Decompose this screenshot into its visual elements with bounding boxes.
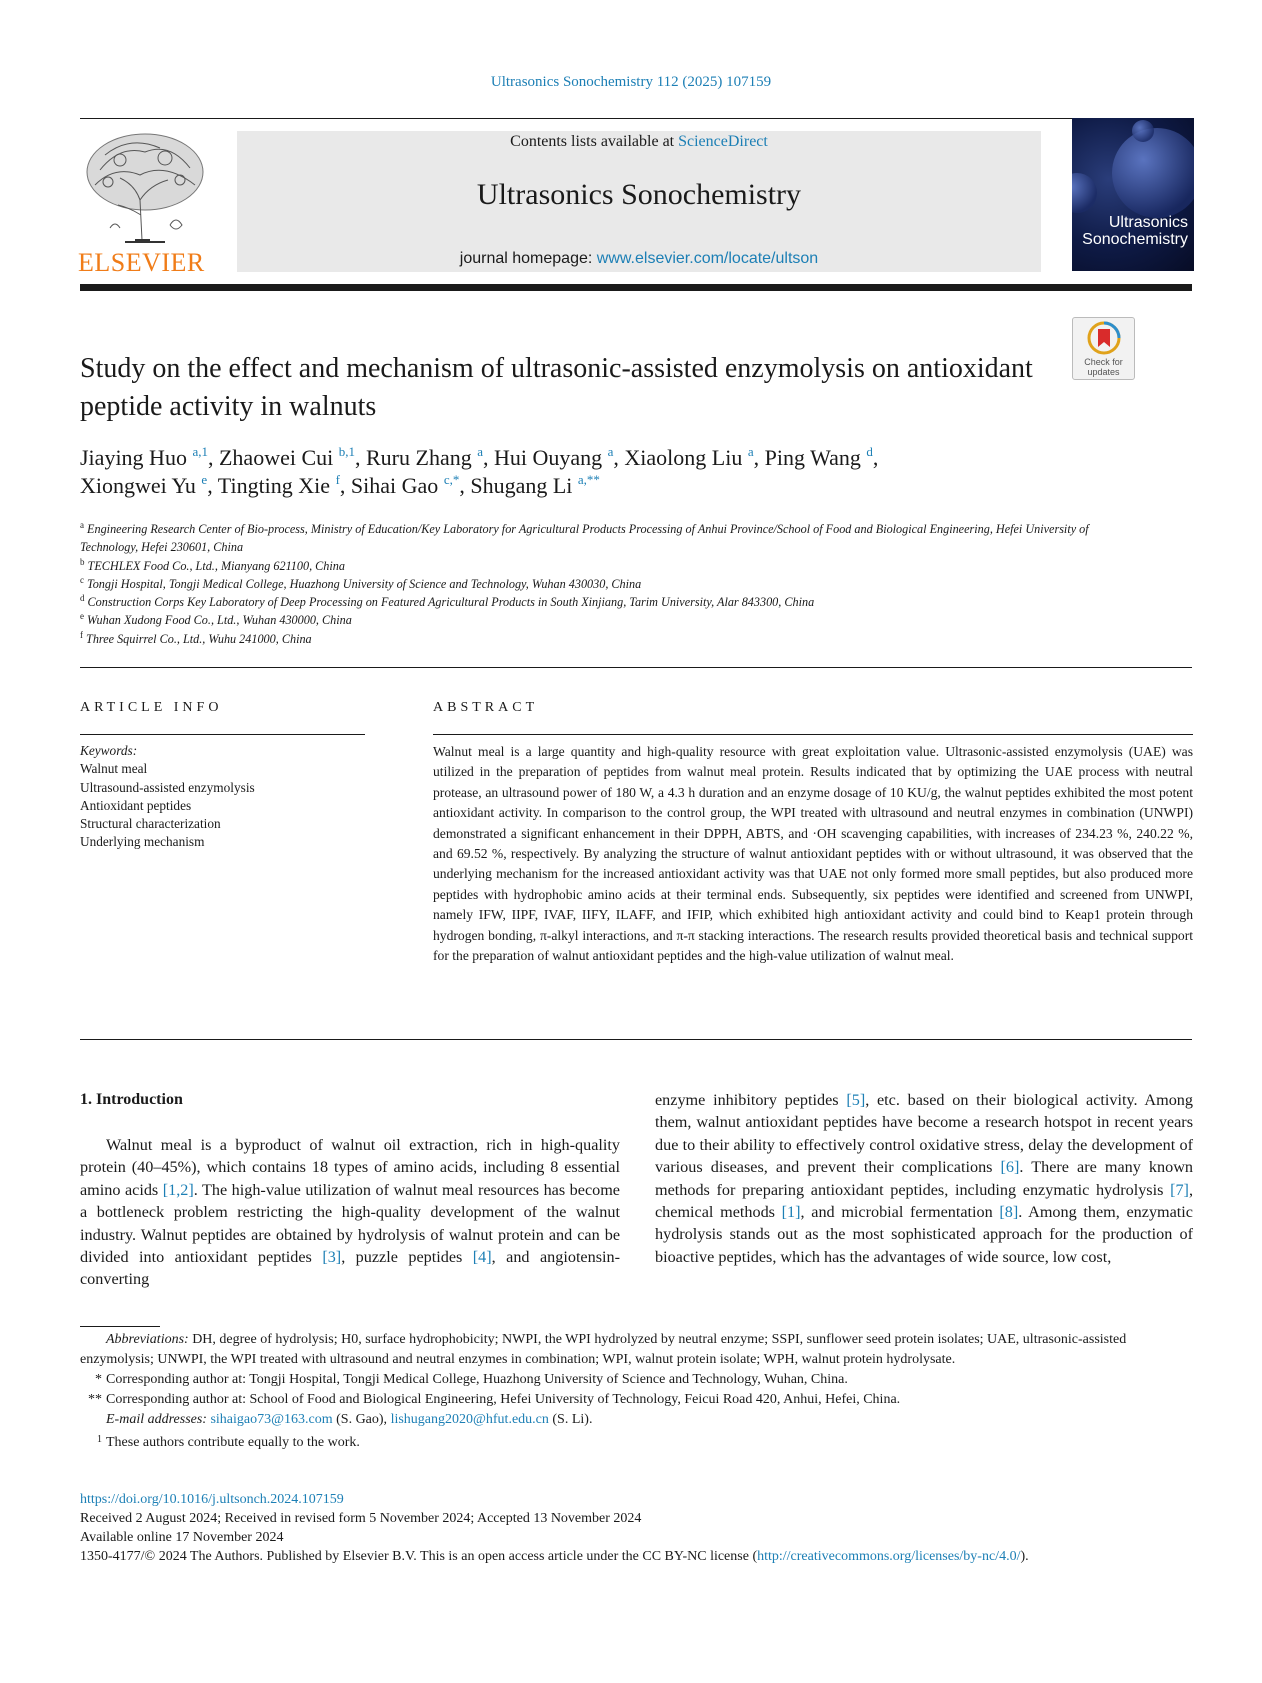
affiliation-item xyxy=(80,520,1120,557)
author-affiliation-mark[interactable]: e xyxy=(201,472,208,487)
citation-link[interactable]: [1,2] xyxy=(162,1180,194,1199)
author-affiliation-mark[interactable]: a xyxy=(607,444,614,459)
online-date: Available online 17 November 2024 xyxy=(80,1530,284,1545)
abstract-rule xyxy=(433,734,1193,735)
citation-link[interactable]: [7] xyxy=(1170,1180,1189,1199)
body-text: . The high-value utilization of walnut meal resources has become a bottleneck problem restricting the high-quality development of the walnut industry. Walnut peptides are obtained by hydrolysis of walnut protein and can be divided into antioxidant peptides xyxy=(80,1180,620,1267)
citation-link[interactable]: [3] xyxy=(322,1248,342,1267)
article-footer xyxy=(80,1490,1193,1566)
affiliation-text: Construction Corps Key Laboratory of Deep Processing on Featured Agricultural Products in South Xinjiang, Tarim University, Alar 843300, China xyxy=(84,595,815,610)
email-link-li[interactable]: lishugang2020@hfut.edu.cn xyxy=(390,1412,549,1427)
license-link[interactable]: http://creativecommons.org/licenses/by-nc/4.0/ xyxy=(757,1549,1021,1564)
author-affiliation-mark[interactable]: f xyxy=(335,472,340,487)
citation-link[interactable]: [8] xyxy=(999,1203,1019,1222)
publisher-logo-text: ELSEVIER xyxy=(78,248,205,277)
author-name: Tingting Xie xyxy=(217,473,331,498)
journal-cover-image[interactable] xyxy=(1072,118,1194,271)
keyword-item: Underlying mechanism xyxy=(80,834,205,850)
cover-bubble xyxy=(1112,128,1194,218)
author-name: Jiaying Huo xyxy=(80,445,187,470)
contents-prefix: Contents lists available at xyxy=(510,133,679,150)
author-separator: , xyxy=(613,445,625,470)
keyword-item: Ultrasound-assisted enzymolysis xyxy=(80,779,255,795)
affiliation-rule xyxy=(80,667,1192,668)
abbreviations-note xyxy=(80,1330,1193,1370)
abbreviations-label: Abbreviations: xyxy=(106,1332,189,1347)
author-separator: , xyxy=(355,445,366,470)
article-title: Study on the effect and mechanism of ultrasonic-assisted enzymolysis on antioxidant peptide activity in walnuts xyxy=(80,353,1033,422)
body-text: , chemical methods xyxy=(655,1180,1193,1222)
email2-owner: (S. Li). xyxy=(548,1412,593,1427)
author-separator: , xyxy=(207,445,219,470)
affiliation-item xyxy=(80,611,1120,629)
affiliation-text: Three Squirrel Co., Ltd., Wuhu 241000, China xyxy=(83,631,312,646)
email1-owner: (S. Gao), xyxy=(332,1412,391,1427)
author-name: Xiaolong Liu xyxy=(624,445,743,470)
affiliation-text: Wuhan Xudong Food Co., Ltd., Wuhan 430000, China xyxy=(84,613,352,628)
author-name: Hui Ouyang xyxy=(493,445,603,470)
equal-mark: 1 xyxy=(97,1434,102,1445)
affiliation-key: c xyxy=(80,574,84,585)
article-info-rule xyxy=(80,734,365,735)
check-updates-label: Check for xyxy=(1084,357,1123,367)
doi-link[interactable]: https://doi.org/10.1016/j.ultsonch.2024.107159 xyxy=(80,1492,344,1507)
equal-contribution-note xyxy=(80,1430,1193,1453)
author-separator: , xyxy=(339,473,351,498)
keywords-block xyxy=(80,742,365,852)
affiliation-item xyxy=(80,575,1120,593)
homepage-link[interactable]: www.elsevier.com/locate/ultson xyxy=(596,250,819,267)
check-for-updates-button[interactable] xyxy=(1072,317,1135,380)
author-separator: , xyxy=(482,445,494,470)
affiliation-text: Tongji Hospital, Tongji Medical College, Huazhong University of Science and Technology, Wuhan 430030, China xyxy=(84,576,642,591)
citation-link[interactable]: [6] xyxy=(1000,1158,1020,1177)
abstract-heading: ABSTRACT xyxy=(433,700,539,715)
author-affiliation-mark[interactable]: a xyxy=(747,444,754,459)
corr1-text: Corresponding author at: Tongji Hospital, Tongji Medical College, Huazhong University of Science and Technology, Wuhan, China. xyxy=(106,1372,848,1387)
affiliations xyxy=(80,520,1120,648)
author-list xyxy=(80,444,1120,500)
cover-title xyxy=(1072,214,1188,248)
journal-name: Ultrasonics Sonochemistry xyxy=(476,178,802,211)
author-affiliation-mark[interactable]: c,* xyxy=(443,472,460,487)
affiliation-key: d xyxy=(80,593,85,604)
footnote-rule xyxy=(80,1326,160,1327)
author-name: Sihai Gao xyxy=(350,473,439,498)
author-separator: , xyxy=(459,473,471,498)
corresponding-author-1 xyxy=(80,1370,1193,1390)
author-name: Zhaowei Cui xyxy=(218,445,334,470)
footnotes xyxy=(80,1330,1193,1453)
affiliation-key: b xyxy=(80,556,85,567)
email-addresses xyxy=(80,1410,1193,1430)
journal-homepage xyxy=(237,250,1041,268)
author-name: Ruru Zhang xyxy=(366,445,472,470)
affiliation-key: e xyxy=(80,611,84,622)
author-name: Ping Wang xyxy=(764,445,861,470)
keyword-item: Structural characterization xyxy=(80,816,221,832)
body-text: , and angiotensin-converting xyxy=(80,1248,620,1289)
check-updates-icon xyxy=(1087,321,1121,355)
cover-bubble xyxy=(1132,120,1154,142)
corr2-mark: ** xyxy=(88,1392,102,1407)
author-name: Xiongwei Yu xyxy=(80,473,196,498)
received-dates: Received 2 August 2024; Received in revised form 5 November 2024; Accepted 13 November 2024 xyxy=(80,1511,642,1526)
license-prefix: 1350-4177/© 2024 The Authors. Published by Elsevier B.V. This is an open access article under the CC BY-NC license ( xyxy=(80,1549,758,1564)
affiliation-text: TECHLEX Food Co., Ltd., Mianyang 621100, China xyxy=(84,558,345,573)
keyword-item: Antioxidant peptides xyxy=(80,797,192,813)
author-affiliation-mark[interactable]: b,1 xyxy=(338,444,355,459)
body-text: enzyme inhibitory peptides xyxy=(655,1091,847,1109)
corr2-text: Corresponding author at: School of Food and Biological Engineering, Hefei University of Technology, Feicui Road 420, Anhui, Hefei, China. xyxy=(106,1392,901,1407)
license-statement xyxy=(80,1547,1193,1566)
header-top-rule xyxy=(80,118,1192,119)
affiliation-item xyxy=(80,593,1120,611)
homepage-prefix: journal homepage: xyxy=(459,250,597,267)
journal-reference[interactable] xyxy=(0,74,1262,91)
header-thick-rule xyxy=(80,284,1192,291)
body-text: . Among them, enzymatic hydrolysis stands out as the most sophisticated approach for the production of bioactive peptides, which has the advantages of wide source, low cost, xyxy=(655,1203,1193,1266)
body-text: Walnut meal is a byproduct of walnut oil extraction, rich in high-quality protein (40–45%), which contains 18 types of amino acids, including 8 essential amino acids xyxy=(80,1136,620,1199)
author-affiliation-mark[interactable]: a xyxy=(477,444,483,459)
cover-bubble xyxy=(1072,173,1097,213)
keywords-list xyxy=(80,760,365,851)
journal-reference-link[interactable]: Ultrasonics Sonochemistry 112 (2025) 107159 xyxy=(490,74,772,90)
author-affiliation-mark[interactable]: a,** xyxy=(577,472,600,487)
abstract-text: Walnut meal is a large quantity and high-quality resource with great exploitation value. Ultrasonic-assisted enzymolysis (UAE) was utilized in the preparation of peptides from walnut meal protein. Results indicated that by optimizing the UAE process with neutral protease, an ultrasound power of 180 W, a 4.3 h duration and an enzyme dosage of 10 KU/g, the walnut peptides exhibited the most potent antioxidant activity. In comparison to the control group, the WPI treated with ultrasound and neutral enzymes in combination (UNWPI) demonstrated a significant enhancement in their DPPH, ABTS, and ·OH scavenging capabilities, with increases of 234.23 %, 240.22 %, and 69.52 %, respectively. By analyzing the structure of walnut antioxidant peptides with or without ultrasound, it was observed that the underlying mechanism for the increased antioxidant activity was that UAE not only formed more small peptides, but also produced more peptides with hydrophobic amino acids at their terminal ends. Subsequently, six peptides were identified and screened from UNWPI, namely IFW, IIPF, IVAF, IIFY, ILAFF, and IFIP, which exhibited high antioxidant activity and could bind to Keap1 protein through hydrogen bonding, π-alkyl interactions, and π-π stacking interactions. The research results provided theoretical basis and technical support for the preparation of walnut antioxidant peptides and the high-value utilization of walnut meal. xyxy=(433,744,1193,964)
introduction-column-right xyxy=(655,1089,1193,1268)
check-updates-label: updates xyxy=(1087,367,1120,377)
abstract-bottom-rule xyxy=(80,1039,1192,1040)
citation-link[interactable]: [5] xyxy=(846,1091,866,1109)
cover-title-line: Ultrasonics xyxy=(1108,214,1188,231)
introduction-column-left xyxy=(80,1134,620,1291)
introduction-heading: 1. Introduction xyxy=(80,1091,183,1108)
affiliation-item xyxy=(80,630,1120,648)
sciencedirect-link[interactable]: ScienceDirect xyxy=(678,133,768,150)
author-name: Shugang Li xyxy=(470,473,573,498)
corresponding-author-2 xyxy=(80,1390,1193,1410)
author-affiliation-mark[interactable]: a,1 xyxy=(192,444,208,459)
affiliation-key: f xyxy=(80,629,83,640)
citation-link[interactable]: [4] xyxy=(472,1248,492,1267)
author-separator: , xyxy=(753,445,765,470)
body-text: . There are many known methods for preparing antioxidant peptides, including enzymatic hydrolysis xyxy=(655,1158,1193,1199)
author-affiliation-mark[interactable]: d xyxy=(866,444,873,459)
affiliation-item xyxy=(80,557,1120,575)
equal-text: These authors contribute equally to the work. xyxy=(106,1435,360,1450)
affiliation-key: a xyxy=(80,520,84,530)
affiliation-text: Engineering Research Center of Bio-process, Ministry of Education/Key Laboratory for Agricultural Products Processing of Anhui Province/School of Food and Biological Engineering, Hefei University of Technology, Hefei 230601, China xyxy=(80,522,1089,555)
corr1-mark: * xyxy=(95,1372,102,1387)
citation-link[interactable]: [1] xyxy=(781,1203,801,1222)
article-info-heading: ARTICLE INFO xyxy=(80,700,223,715)
author-separator: , xyxy=(872,445,879,470)
keyword-item: Walnut meal xyxy=(80,761,148,777)
email-label: E-mail addresses: xyxy=(106,1412,207,1427)
contents-available xyxy=(237,133,1041,151)
body-text: , etc. based on their biological activity. Among them, walnut antioxidant peptides have become a research hotspot in recent years due to their ability to effectively control oxidative stress, delay the development of various diseases, and prevent their complications xyxy=(655,1091,1193,1177)
cover-title-line: Sonochemistry xyxy=(1082,231,1188,248)
abbreviations-text: DH, degree of hydrolysis; H0, surface hydrophobicity; NWPI, the WPI hydrolyzed by neutral enzyme; SSPI, sunflower seed protein isolates; UAE, ultrasonic-assisted enzymolysis; UNWPI, the WPI treated with ultrasound and neutral enzymes in combination; WPI, walnut protein isolate; WPH, walnut protein hydrolysate. xyxy=(80,1332,1127,1367)
body-text: , puzzle peptides xyxy=(341,1248,473,1267)
license-suffix: ). xyxy=(1020,1549,1029,1564)
keywords-label: Keywords: xyxy=(80,743,138,758)
body-text: , and microbial fermentation xyxy=(800,1203,1000,1222)
email-link-gao[interactable]: sihaigao73@163.com xyxy=(210,1412,333,1427)
author-separator: , xyxy=(207,473,218,498)
